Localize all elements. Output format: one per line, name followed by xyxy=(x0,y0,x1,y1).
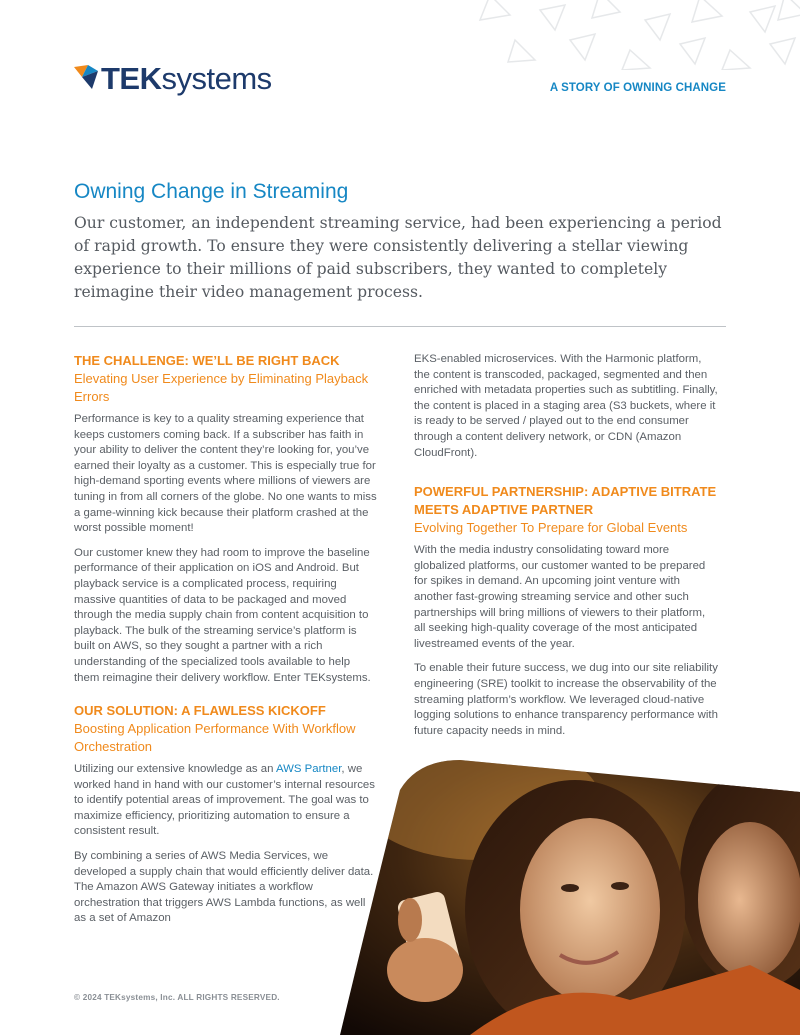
tagline: A STORY OF OWNING CHANGE xyxy=(549,82,726,94)
aws-partner-link[interactable]: AWS Partner xyxy=(275,763,342,776)
partnership-heading: POWERFUL PARTNERSHIP: ADAPTIVE BITRATE MEETS ADAPTIVE PARTNER xyxy=(414,484,717,518)
section-divider xyxy=(74,326,726,327)
page-title: Owning Change in Streaming xyxy=(74,180,349,203)
challenge-subheading: Elevating User Experience by Eliminating Playback Errors xyxy=(74,371,369,404)
teksystems-logo[interactable] xyxy=(74,58,272,98)
solution-subheading: Boosting Application Performance With Workflow Orchestration xyxy=(74,721,356,755)
partnership-subheading: Evolving Together To Prepare for Global Events xyxy=(414,520,688,536)
partnership-paragraph-2: To enable their future success, we dug into our site reliability engineering (SRE) toolkit to increase the observability of the streaming platform’s workflow. We leveraged cloud-native logging solutions to enhance transparency performance with future capacity needs in mind. xyxy=(414,662,718,737)
partnership-paragraph-1: With the media industry consolidating toward more globalized platforms, our customer wanted to be prepared for spikes in demand. An upcoming joint venture with another fast-growing streaming service and other such partnerships will bring millions of viewers to their platform, all seeking high-quality coverage of the most anticipated livestreamed events of the year. xyxy=(414,544,706,650)
copyright-footer: © 2024 TEKsystems, Inc. ALL RIGHTS RESERVED. xyxy=(74,993,280,1002)
solution-p1-text-after: , we worked hand in hand with our customer’s internal resources to identify potential areas of improvement. The goal was to maximize efficiency, prioritizing automation to ensure a consistent result. xyxy=(74,763,375,838)
logo-wordmark xyxy=(101,60,272,96)
solution-p1-text-before: Utilizing our extensive knowledge as an xyxy=(74,763,276,776)
women-watching-phone-photo xyxy=(330,760,800,1035)
partnership-section xyxy=(414,483,718,739)
solution-paragraph-2: By combining a series of AWS Media Services, we developed a supply chain that would efficiently deliver data. The Amazon AWS Gateway initiates a workflow orchestration that triggers AWS Lambda functions, as well as a set of Amazon xyxy=(74,850,374,925)
logo-tek: TEK xyxy=(101,60,162,96)
logo-systems: systems xyxy=(161,60,272,96)
teksystems-logo-mark-icon xyxy=(74,63,100,93)
solution-heading: OUR SOLUTION: A FLAWLESS KICKOFF xyxy=(74,703,326,719)
solution-paragraph-3: EKS-enabled microservices. With the Harmonic platform, the content is transcoded, packaged, segmented and then enriched with metadata properties such as subtitling. Finally, the content is placed in a staging area (S3 buckets, where it is ready to be served / played out to the end consumer through a content delivery network, or CDN (Amazon CloudFront). xyxy=(414,353,718,459)
challenge-paragraph-2: Our customer knew they had room to improve the baseline performance of their application on iOS and Android. But playback service is a complicated process, requiring massive quantities of data to be packaged and moved through the media supply chain from content acquisition to playback. The bulk of the streaming service’s platform is built on AWS, so they sought a partner with a rich understanding of the specialized tools available to help them reimagine their delivery workflow. Enter TEKsystems. xyxy=(74,546,371,684)
intro-paragraph: Our customer, an independent streaming service, had been experiencing a period of rapid growth. To ensure they were consistently delivering a stellar viewing experience to their millions of paid subscribers, they wanted to completely reimagine their video management process. xyxy=(74,214,722,301)
decorative-triangle-pattern xyxy=(470,0,800,70)
challenge-heading: THE CHALLENGE: WE’LL BE RIGHT BACK xyxy=(74,353,340,368)
right-column xyxy=(414,352,718,748)
challenge-paragraph-1: Performance is key to a quality streaming experience that keeps customers coming back. If a subscriber has faith in your ability to deliver the content they’re looking for, you’ve earned their loyalty as a customer. This is especially true for high-demand sporting events where millions of viewers are tuning in from all corners of the globe. No one wants to miss a game-winning kick because their platform crashed at the worst possible moment! xyxy=(74,413,377,535)
challenge-section xyxy=(74,352,378,686)
